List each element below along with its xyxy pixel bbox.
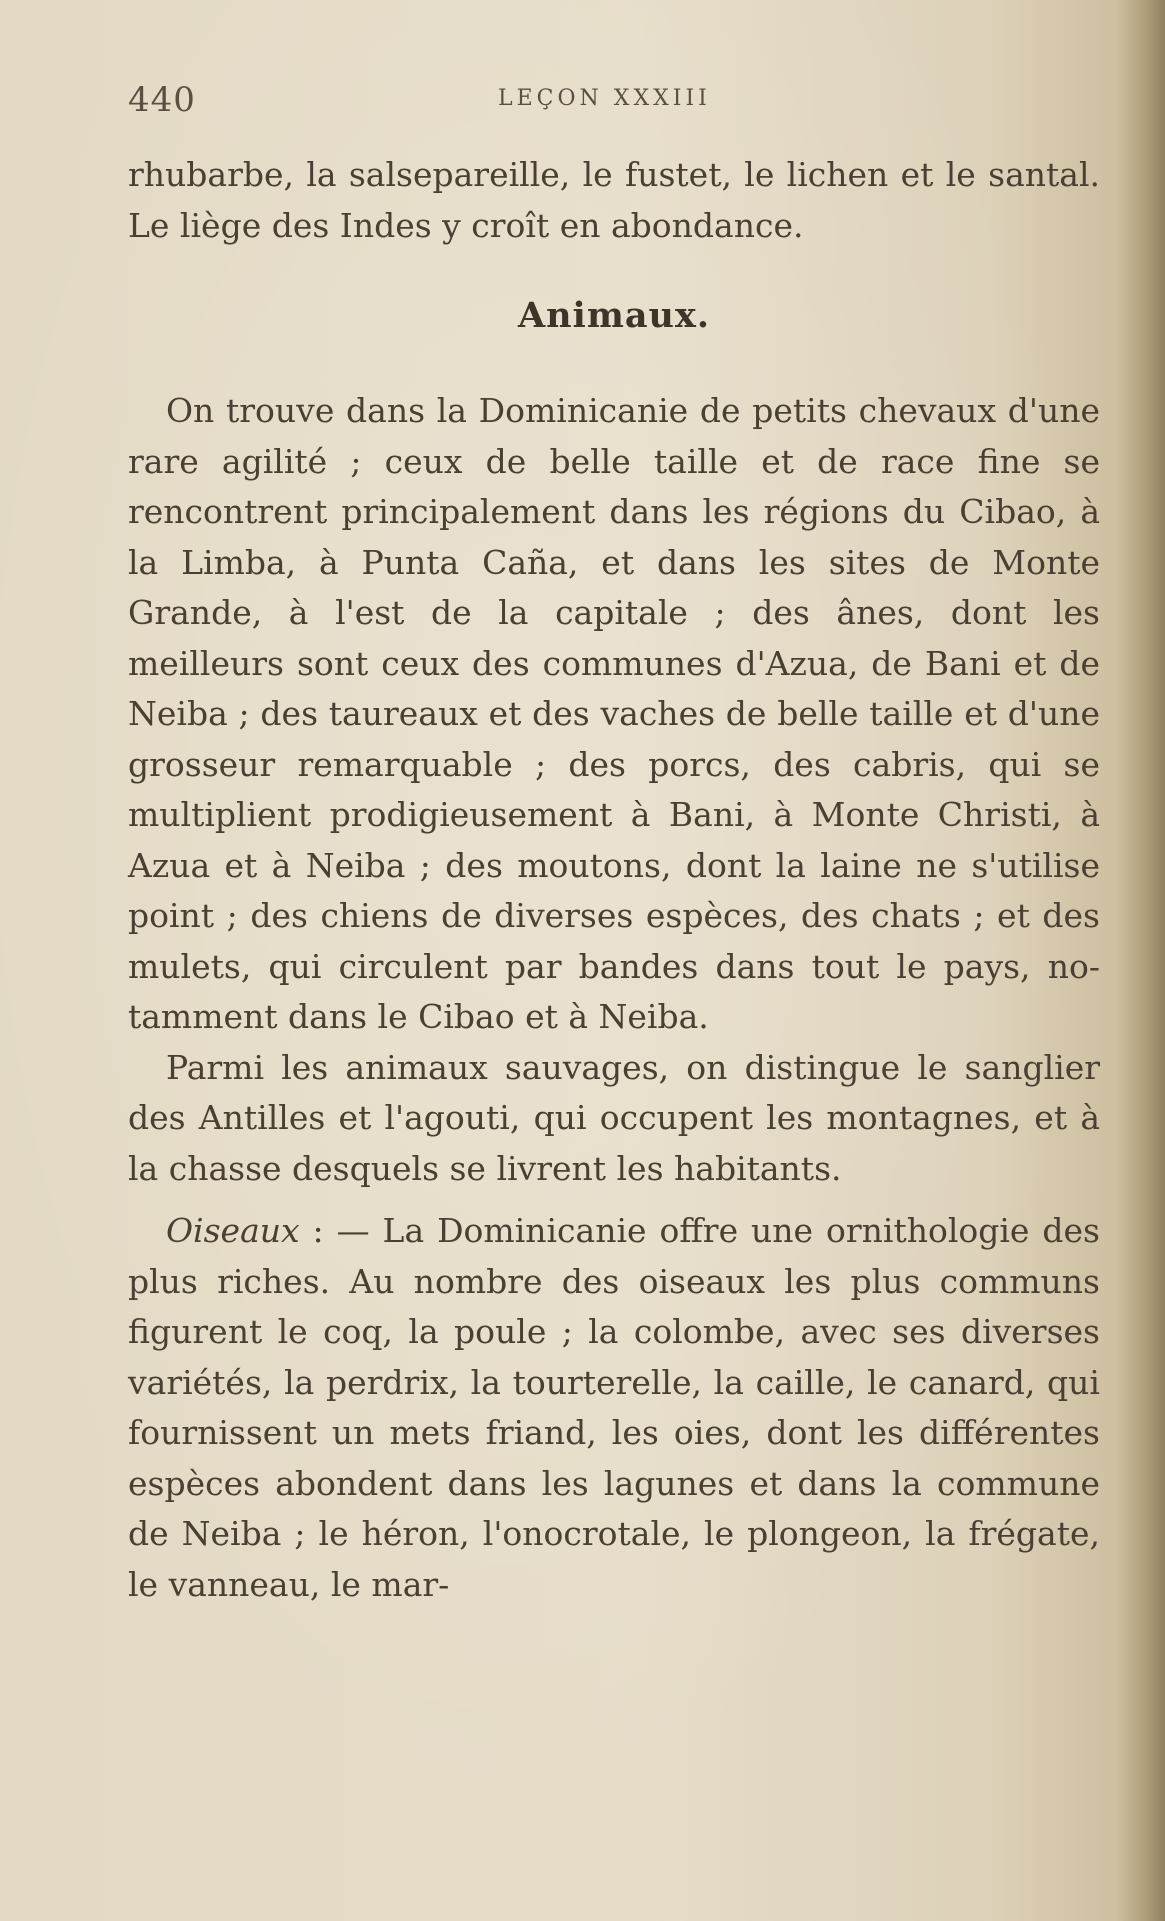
page-header	[128, 80, 1088, 128]
intro-paragraph: rhubarbe, la salsepareille, le fustet, le lichen et le santal. Le liège des Indes y croît en abondance.	[128, 155, 1100, 245]
page-edge-shadow	[1117, 0, 1165, 1921]
animals-paragraph-wild: Parmi les animaux sauvages, on distingue le sanglier des Antilles et l'agouti, qui occupent les montagnes, et à la chasse desquels se livrent les habitants.	[128, 1047, 1100, 1188]
page-body	[128, 150, 1100, 1610]
birds-paragraph	[128, 1206, 1100, 1610]
birds-lead-term: Oiseaux	[166, 1211, 300, 1250]
section-heading: Animaux.	[517, 295, 711, 336]
running-head: LEÇON XXXIII	[498, 86, 711, 111]
page-number: 440	[128, 80, 196, 120]
birds-paragraph-text: : — La Dominicanie offre une ornithologie des plus riches. Au nombre des oiseaux les plus communs figurent le coq, la poule ; la colombe, avec ses diverses variétés, la perdrix, la tourterelle, la caille, le canard, qui fournissent un mets friand, les oies, dont les différentes espèces abondent dans les lagunes et dans la commune de Neiba ; le héron, l'onocrotale, le plongeon, la frégate, le vanneau, le mar-	[128, 1211, 1100, 1604]
animals-paragraph-domestic: On trouve dans la Dominicanie de petits chevaux d'une rare agilité ; ceux de belle taille et de race fine se rencontrent principalement dans les régions du Cibao, à la Limba, à Punta Caña, et dans les sites de Monte Grande, à l'est de la capitale ; des ânes, dont les meilleurs sont ceux des communes d'Azua, de Bani et de Neiba ; des taureaux et des vaches de belle taille et d'une grosseur remarquable ; des porcs, des cabris, qui se multiplient prodigieusement à Bani, à Monte Christi, à Azua et à Neiba ; des moutons, dont la laine ne s'utilise point ; des chiens de diverses espèces, des chats ; et des mulets, qui circulent par bandes dans tout le pays, notamment dans le Cibao et à Neiba.	[128, 391, 1100, 1036]
